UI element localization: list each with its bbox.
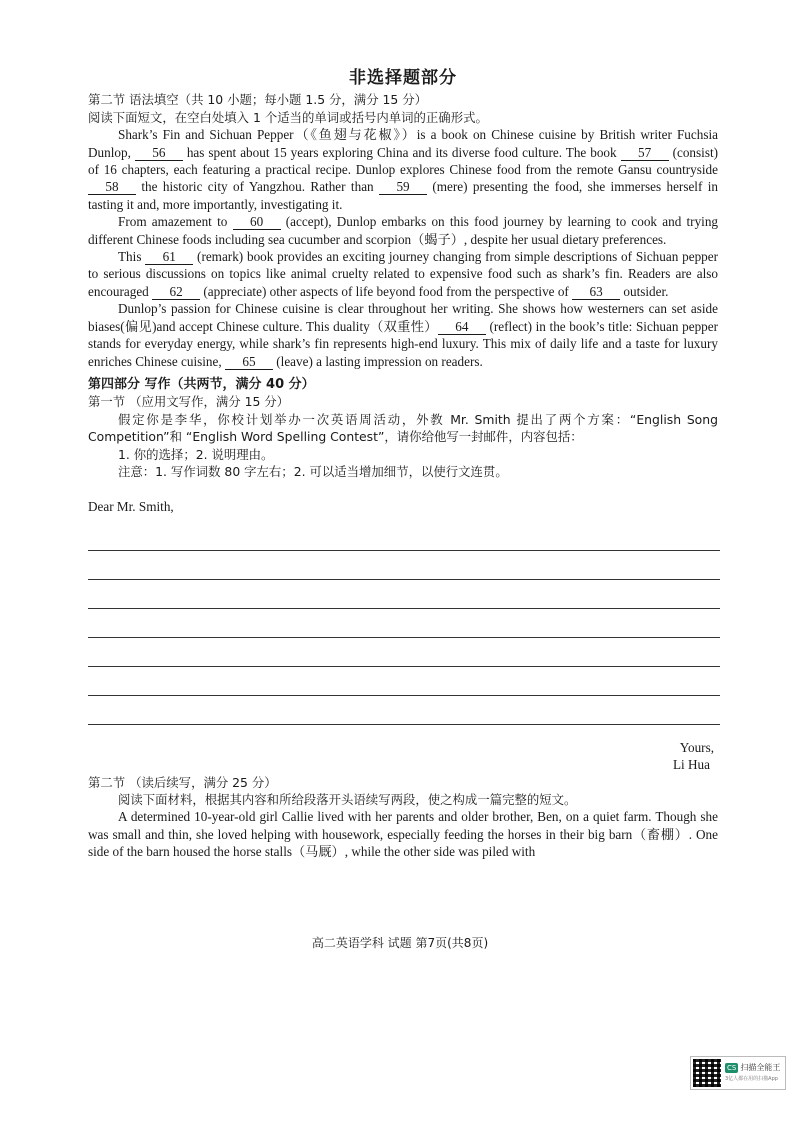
passage-text: (appreciate) other aspects of life beyond food from the perspective of	[200, 283, 573, 299]
answer-line[interactable]	[88, 667, 720, 696]
blank-62: 62	[152, 284, 200, 300]
blank-63: 63	[572, 284, 620, 300]
watermark-subtitle: 3亿人都在用的扫描App	[725, 1075, 778, 1082]
blank-56: 56	[135, 145, 183, 161]
passage-text: (mere) presenting the food, she immerses herself in tasting it and, more importantly, investigating it.	[88, 179, 718, 212]
blank-58: 58	[88, 179, 136, 195]
passage-text: (accept), Dunlop embarks on this food journey by learning to cook and trying different Chinese foods including sea cucumber and scorpion（蝎子）, despite her usual dietary preferences.	[88, 214, 719, 247]
blank-64: 64	[438, 319, 486, 335]
exam-page	[88, 70, 718, 861]
passage-paragraph-4	[88, 300, 718, 370]
passage-text: From amazement to	[118, 214, 233, 230]
scanner-watermark	[690, 1056, 786, 1090]
writing-section1-points: 1. 你的选择；2. 说明理由。	[118, 446, 274, 462]
page-title: 非选择题部分	[349, 68, 457, 88]
writing-section1-note: 注意：1. 写作词数 80 字左右；2. 可以适当增加细节，以使行文连贯。	[118, 463, 508, 479]
answer-line[interactable]	[88, 522, 720, 551]
blank-65: 65	[225, 354, 273, 370]
passage-text: (consist) of 16 chapters, each featuring a practical recipe. Dunlop explores Chinese food from the remote Gansu countryside	[88, 144, 719, 178]
letter-closing: Yours,	[679, 739, 714, 755]
blank-59: 59	[379, 179, 427, 195]
answer-line[interactable]	[88, 638, 720, 667]
writing-section1-heading: 第一节 （应用文写作，满分 15 分）	[88, 394, 290, 410]
answer-lines	[88, 522, 718, 725]
continuation-passage: A determined 10-year-old girl Callie lived with her parents and older brother, Ben, on a quiet farm. Though she was small and thin, she loved helping with housework, especially feeding the horses in their big barn（畜棚）. One side of the barn housed the horse stalls（马厩）, while the other side was piled with	[88, 809, 718, 860]
section2-instruction: 阅读下面短文，在空白处填入 1 个适当的单词或括号内单词的正确形式。	[88, 109, 488, 125]
answer-line[interactable]	[88, 580, 720, 609]
answer-line[interactable]	[88, 696, 720, 725]
passage-text: Dunlop’s passion for Chinese cuisine is clear throughout her writing. She shows how westerners can set aside biases(偏见)and accept Chinese culture. This duality（双重性）	[88, 301, 718, 334]
letter-signature: Li Hua	[673, 757, 710, 773]
answer-line[interactable]	[88, 609, 720, 638]
passage-text: (leave) a lasting impression on readers.	[272, 353, 483, 369]
passage-text: has spent about 15 years exploring China and its diverse food culture. The book	[182, 144, 621, 160]
passage-paragraph-3	[88, 248, 718, 300]
writing-section2-heading: 第二节 （读后续写，满分 25 分）	[88, 774, 277, 790]
passage-text: the historic city of Yangzhou. Rather than	[136, 179, 380, 195]
blank-57: 57	[621, 145, 669, 161]
passage-text: This	[118, 249, 146, 265]
blank-61: 61	[145, 249, 193, 265]
writing-section2-instruction: 阅读下面材料，根据其内容和所给段落开头语续写两段，使之构成一篇完整的短文。	[118, 791, 577, 807]
passage-text: (remark) book provides an exciting journey changing from simple descriptions of Sichuan pepper to serious discussions on topics like animal cruelty related to expensive food such as shark’s fin. Readers are also encouraged	[88, 249, 718, 299]
letter-closing-block	[88, 739, 718, 774]
passage-paragraph-2	[88, 213, 718, 248]
answer-line[interactable]	[88, 551, 720, 580]
camscanner-logo-icon: CS	[727, 1063, 737, 1072]
passage-text: (reflect) in the book’s title: Sichuan pepper stands for everyday energy, while shark’s fin represents high-end luxury. This mix of daily life and a taste for luxury enriches Chinese cuisine,	[88, 318, 718, 369]
passage-paragraph-1	[88, 126, 718, 213]
page-footer: 高二英语学科 试题 第7页(共8页)	[311, 936, 489, 950]
letter-greeting: Dear Mr. Smith,	[88, 499, 174, 515]
section2-heading: 第二节 语法填空（共 10 小题；每小题 1.5 分，满分 15 分）	[88, 92, 428, 108]
blank-60: 60	[233, 214, 281, 230]
qr-code-icon	[693, 1059, 721, 1087]
watermark-label: 扫描全能王	[740, 1062, 781, 1072]
passage-text: Shark’s Fin and Sichuan Pepper（《鱼翅与花椒》）is a book on Chinese cuisine by British writer Fuchsia Dunlop,	[88, 127, 718, 160]
passage-text: outsider.	[620, 283, 669, 299]
part4-heading: 第四部分 写作（共两节，满分 40 分）	[88, 376, 315, 392]
watermark-text	[725, 1063, 780, 1084]
writing-section1-prompt: 假定你是李华，你校计划举办一次英语周活动，外教 Mr. Smith 提出了两个方案：“English Song Competition”和 “English Word Spelling Contest”，请你给他写一封邮件，内容包括：	[88, 411, 718, 445]
